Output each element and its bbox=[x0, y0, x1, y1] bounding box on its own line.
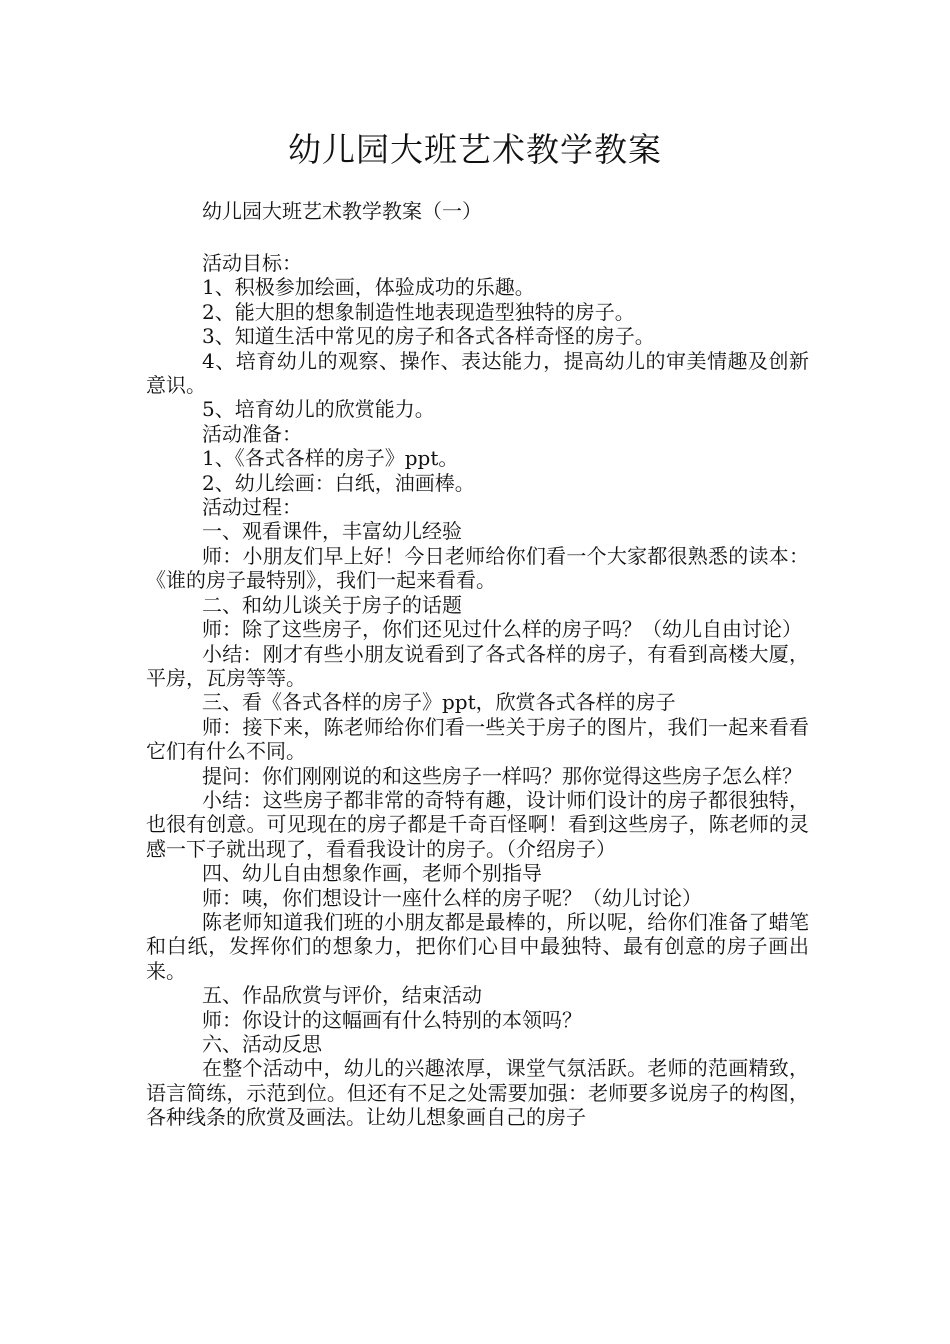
paragraph: 四、幼儿自由想象作画，老师个别指导 bbox=[202, 861, 542, 886]
paragraph: 在整个活动中，幼儿的兴趣浓厚，课堂气氛活跃。老师的范画精致，语言简练，示范到位。但还有不足之处需要加强：老师要多说房子的构图，各种线条的欣赏及画法。让幼儿想象画自己的房子 bbox=[146, 1056, 809, 1130]
paragraph: 师：除了这些房子，你们还见过什么样的房子吗？（幼儿自由讨论） bbox=[202, 617, 802, 642]
paragraph: 2、能大胆的想象制造性地表现造型独特的房子。 bbox=[202, 299, 635, 324]
paragraph: 1、《各式各样的房子》ppt。 bbox=[202, 446, 459, 471]
paragraph: 5、培育幼儿的欣赏能力。 bbox=[202, 397, 435, 422]
paragraph: 活动过程： bbox=[202, 495, 302, 520]
paragraph: 提问：你们刚刚说的和这些房子一样吗？那你觉得这些房子怎么样？ bbox=[202, 763, 802, 788]
document-subtitle: 幼儿园大班艺术教学教案（一） bbox=[202, 199, 482, 223]
paragraph: 二、和幼儿谈关于房子的话题 bbox=[202, 592, 462, 617]
document-title: 幼儿园大班艺术教学教案 bbox=[288, 130, 662, 169]
paragraph: 六、活动反思 bbox=[202, 1032, 322, 1056]
paragraph: 陈老师知道我们班的小朋友都是最棒的，所以呢，给你们准备了蜡笔和白纸，发挥你们的想象力，把你们心目中最独特、最有创意的房子画出来。 bbox=[146, 909, 809, 983]
paragraph: 4、培育幼儿的观察、操作、表达能力，提高幼儿的审美情趣及创新意识。 bbox=[146, 348, 809, 398]
paragraph: 三、看《各式各样的房子》ppt，欣赏各式各样的房子 bbox=[202, 690, 676, 715]
paragraph: 五、作品欣赏与评价，结束活动 bbox=[202, 983, 482, 1008]
document-body bbox=[146, 251, 809, 1130]
paragraph: 3、知道生活中常见的房子和各式各样奇怪的房子。 bbox=[202, 324, 655, 349]
paragraph: 小结：刚才有些小朋友说看到了各式各样的房子，有看到高楼大厦，平房，瓦房等等。 bbox=[146, 641, 809, 690]
paragraph: 师：你设计的这幅画有什么特别的本领吗？ bbox=[202, 1007, 582, 1032]
paragraph: 师：咦，你们想设计一座什么样的房子呢？（幼儿讨论） bbox=[202, 885, 702, 910]
paragraph: 师：接下来，陈老师给你们看一些关于房子的图片，我们一起来看看它们有什么不同。 bbox=[146, 714, 809, 764]
paragraph: 1、积极参加绘画，体验成功的乐趣。 bbox=[202, 275, 535, 300]
paragraph: 2、幼儿绘画：白纸，油画棒。 bbox=[202, 470, 475, 495]
paragraph: 一、观看课件，丰富幼儿经验 bbox=[202, 519, 462, 544]
paragraph: 师：小朋友们早上好！今日老师给你们看一个大家都很熟悉的读本：《谁的房子最特别》，我们一起来看看。 bbox=[146, 543, 809, 593]
paragraph: 小结：这些房子都非常的奇特有趣，设计师们设计的房子都很独特，也很有创意。可见现在的房子都是千奇百怪啊！看到这些房子，陈老师的灵感一下子就出现了，看看我设计的房子。（介绍房子） bbox=[146, 787, 809, 861]
paragraph: 活动准备： bbox=[202, 421, 302, 446]
paragraph: 活动目标： bbox=[202, 251, 302, 275]
